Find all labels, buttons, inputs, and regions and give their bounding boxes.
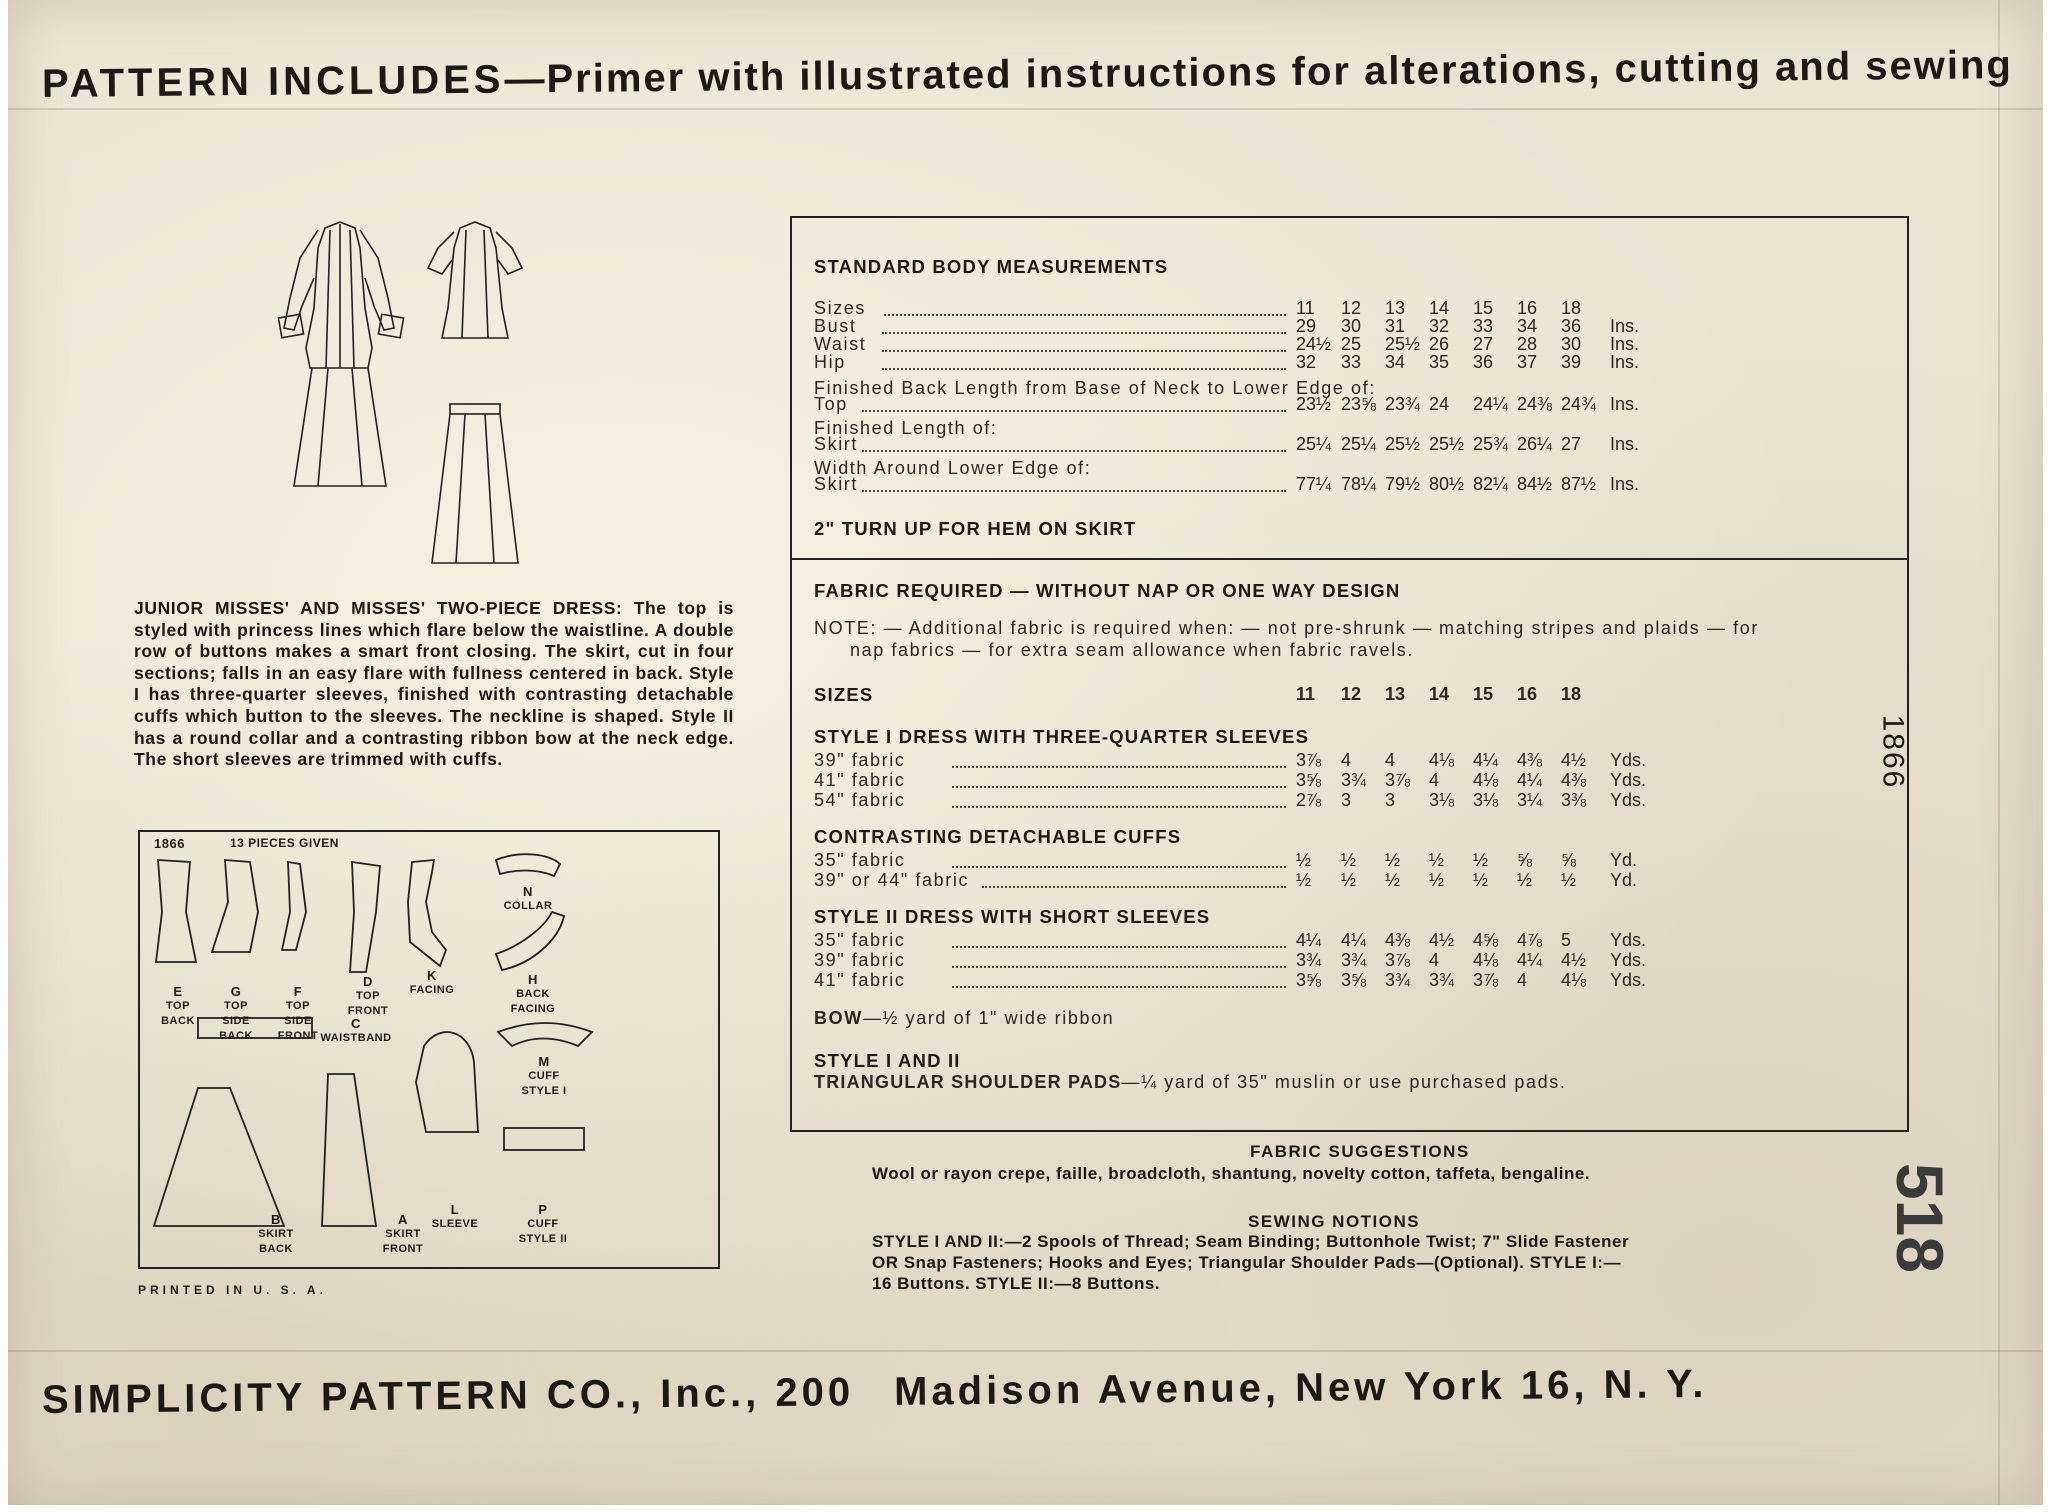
measurement-row-2-value: 25½ (1385, 334, 1421, 354)
footer-company: SIMPLICITY PATTERN CO., Inc., 200 (41, 1370, 855, 1422)
piece-shape-b (154, 1088, 284, 1226)
measurement-row-6-value: 78¼ (1341, 474, 1377, 494)
sizes-label: SIZES (814, 684, 874, 705)
style1-row-2-value: 3⅜ (1561, 790, 1587, 810)
measurement-row-1-value: 29 (1296, 316, 1317, 336)
measurement-row-4-value: 24 (1429, 394, 1450, 414)
measurement-row-2-unit: Ins. (1610, 334, 1640, 354)
measurement-row-5-value: 25¼ (1296, 434, 1332, 454)
style1-row-2-value: 3¼ (1517, 790, 1543, 810)
measurement-row-4-value: 24¼ (1473, 394, 1509, 414)
style1-row-2-value: 2⅞ (1296, 790, 1322, 810)
measurement-row-4-value: 24⅜ (1517, 394, 1553, 414)
style2-row-0-value: 4½ (1429, 930, 1455, 950)
measurement-row-6-value: 87½ (1561, 474, 1597, 494)
measurements-table (790, 216, 1909, 1132)
style2-row-1-value: 3⅞ (1385, 950, 1411, 970)
style1-row-0-leader (952, 766, 1286, 768)
measurement-row-6-unit: Ins. (1610, 474, 1640, 494)
measurement-row-5-unit: Ins. (1610, 434, 1640, 454)
bow-line (814, 1008, 1114, 1029)
measurement-row-2-value: 26 (1429, 334, 1450, 354)
style1-row-2-label: 54" fabric (814, 790, 906, 810)
measurement-row-6-value: 82¼ (1473, 474, 1509, 494)
measurement-row-1-value: 31 (1385, 316, 1406, 336)
style1-row-1-value: 3¾ (1341, 770, 1367, 790)
measurement-row-1-value: 34 (1517, 316, 1538, 336)
measurement-row-0-value: 13 (1385, 298, 1406, 318)
piece-n: N COLLAR (503, 884, 553, 912)
piece-shape-h (496, 912, 564, 970)
measurement-row-1-value: 30 (1341, 316, 1362, 336)
measurement-row-3-label: Hip (814, 352, 846, 372)
measurement-row-5-value: 27 (1561, 434, 1582, 454)
measurement-row-0-value: 18 (1561, 298, 1582, 318)
notions-line1: STYLE I AND II:—2 Spools of Thread; Seam Binding; Buttonhole Twist; 7" Slide Fastener (872, 1232, 1630, 1251)
measurement-row-0-leader (884, 314, 1286, 316)
footer-address: Madison Avenue, New York 16, N. Y. (893, 1362, 1708, 1414)
style2-row-1-value: 3¾ (1341, 950, 1367, 970)
style2-row-1-value: 4 (1429, 950, 1440, 970)
style1-row-0-value: 4½ (1561, 750, 1587, 770)
piece-shape-d (350, 862, 380, 972)
style1-row-2-value: 3 (1341, 790, 1352, 810)
style1-row-0-unit: Yds. (1610, 750, 1647, 770)
style1-row-0-value: 4⅜ (1517, 750, 1543, 770)
measurement-row-1-label: Bust (814, 316, 857, 336)
fabric-title: FABRIC REQUIRED — WITHOUT NAP OR ONE WAY DESIGN (814, 580, 1401, 601)
style1-row-2-unit: Yds. (1610, 790, 1647, 810)
measurement-row-3-value: 39 (1561, 352, 1582, 372)
piece-h: H BACK FACING (510, 972, 556, 1015)
style1-row-0-value: 4 (1341, 750, 1352, 770)
style2-row-2-value: 3⅝ (1296, 970, 1322, 990)
measurement-row-3-value: 32 (1296, 352, 1317, 372)
measurement-row-4-leader (862, 410, 1286, 412)
cuffs-row-0-value: ½ (1341, 850, 1357, 870)
piece-d: D TOP FRONT (347, 974, 389, 1017)
suggestions-title: FABRIC SUGGESTIONS (1250, 1142, 1470, 1161)
style1-row-2-value: 3⅛ (1429, 790, 1455, 810)
style2-row-0-leader (952, 946, 1286, 948)
measurements-title: STANDARD BODY MEASUREMENTS (814, 256, 1169, 277)
fabric-size-2: 13 (1385, 684, 1406, 704)
fabric-note-line1: NOTE: — Additional fabric is required when: — not pre-shrunk — matching stripes and plaids — for (814, 618, 1759, 638)
fabric-size-5: 16 (1517, 684, 1538, 704)
style1-row-2-value: 3 (1385, 790, 1396, 810)
suggestions-text: Wool or rayon crepe, faille, broadcloth, shantung, novelty cotton, taffeta, bengaline. (872, 1164, 1591, 1183)
style1-row-1-value: 4 (1429, 770, 1440, 790)
fabric-size-1: 12 (1341, 684, 1362, 704)
price-stamp: 518 (1883, 1162, 1958, 1274)
cuffs-row-1-value: ½ (1341, 870, 1357, 890)
style2-row-2-leader (952, 986, 1286, 988)
style2-row-0-unit: Yds. (1610, 930, 1647, 950)
style-two-illustration (428, 222, 522, 563)
measurement-row-5-value: 25¾ (1473, 434, 1509, 454)
header-label: PATTERN INCLUDES (41, 57, 505, 106)
notions-title: SEWING NOTIONS (1248, 1212, 1421, 1231)
fabric-size-0: 11 (1296, 684, 1316, 704)
measurement-row-5-value: 25½ (1429, 434, 1465, 454)
style-one-illustration (278, 222, 403, 486)
measurement-row-0-value: 11 (1296, 298, 1315, 318)
cuffs-row-1-unit: Yd. (1610, 870, 1638, 890)
notions-line2: OR Snap Fasteners; Hooks and Eyes; Triangular Shoulder Pads—(Optional). STYLE I:— (872, 1253, 1621, 1272)
style1-row-1-value: 3⅞ (1385, 770, 1411, 790)
style1-row-0-value: 4 (1385, 750, 1396, 770)
table-divider (792, 558, 1907, 560)
piece-shape-n (496, 854, 560, 876)
style1-row-2-value: 3⅛ (1473, 790, 1499, 810)
cuffs-row-0-value: ½ (1385, 850, 1401, 870)
measurement-row-2-label: Waist (814, 334, 867, 354)
piece-shape-m (498, 1023, 592, 1046)
style2-title: STYLE II DRESS WITH SHORT SLEEVES (814, 906, 1211, 927)
style2-row-1-value: 3¾ (1296, 950, 1322, 970)
style1-row-0-value: 4⅛ (1429, 750, 1455, 770)
style1-row-2-leader (952, 806, 1286, 808)
measurement-row-4-label: Top (814, 394, 848, 414)
style1-row-0-value: 4¼ (1473, 750, 1499, 770)
measurement-row-5-value: 26¼ (1517, 434, 1553, 454)
measurement-row-0-value: 14 (1429, 298, 1450, 318)
measurement-row-6-leader (862, 490, 1286, 492)
measurement-row-0-value: 15 (1473, 298, 1494, 318)
piece-shape-p (504, 1128, 584, 1150)
piece-b: B SKIRT BACK (258, 1212, 294, 1255)
measurement-row-4-value: 24¾ (1561, 394, 1597, 414)
style2-row-0-value: 4¼ (1296, 930, 1322, 950)
piece-e: E TOP BACK (161, 984, 195, 1027)
back-length-label: Finished Back Length from Base of Neck to Lower Edge of: (814, 378, 1376, 398)
fabric-size-6: 18 (1561, 684, 1582, 704)
style2-row-1-value: 4⅛ (1473, 950, 1499, 970)
pads-line (814, 1072, 1566, 1093)
style2-row-1-value: 4¼ (1517, 950, 1543, 970)
bow-text: —½ yard of 1" wide ribbon (862, 1008, 1115, 1028)
header-text: Primer with illustrated instructions for alterations, cutting and sewing (546, 43, 2014, 102)
piece-a: A SKIRT FRONT (382, 1212, 424, 1255)
measurement-row-2-value: 25 (1341, 334, 1362, 354)
measurement-row-1-value: 33 (1473, 316, 1494, 336)
style2-row-2-value: 3⅞ (1473, 970, 1499, 990)
measurement-row-6-value: 77¼ (1296, 474, 1332, 494)
cuffs-row-0-value: ½ (1296, 850, 1312, 870)
bow-label: BOW (814, 1008, 863, 1028)
piece-shape-k (408, 860, 446, 966)
measurement-row-6-value: 80½ (1429, 474, 1465, 494)
style1-row-1-value: 4⅜ (1561, 770, 1587, 790)
measurement-row-0-value: 16 (1517, 298, 1538, 318)
notions-line3: 16 Buttons. STYLE II:—8 Buttons. (872, 1274, 1161, 1293)
measurement-row-3-value: 34 (1385, 352, 1406, 372)
style2-row-0-value: 5 (1561, 930, 1572, 950)
style2-row-2-value: 3¾ (1429, 970, 1455, 990)
style1-row-1-value: 3⅝ (1296, 770, 1322, 790)
dress-illustrations (270, 218, 580, 568)
measurement-row-6-label: Skirt (814, 474, 858, 494)
cuffs-row-0-unit: Yd. (1610, 850, 1638, 870)
style1-row-1-unit: Yds. (1610, 770, 1647, 790)
measurement-row-1-value: 36 (1561, 316, 1582, 336)
cuffs-row-0-value: ½ (1473, 850, 1489, 870)
cuffs-row-1-leader (982, 886, 1286, 888)
header-dash: — (504, 57, 547, 102)
measurement-row-2-value: 24½ (1296, 334, 1332, 354)
measurement-row-5-label: Skirt (814, 434, 858, 454)
pads-label: TRIANGULAR SHOULDER PADS (814, 1072, 1122, 1092)
style2-row-1-value: 4½ (1561, 950, 1587, 970)
measurement-row-3-leader (882, 368, 1286, 370)
cuffs-title: CONTRASTING DETACHABLE CUFFS (814, 826, 1182, 847)
style2-row-0-value: 4⅝ (1473, 930, 1499, 950)
cuffs-row-0-value: ⅝ (1561, 850, 1577, 870)
finished-length-label: Finished Length of: (814, 418, 998, 438)
style2-row-2-value: 4⅛ (1561, 970, 1587, 990)
piece-k: K FACING (409, 968, 455, 996)
pads-line1: STYLE I AND II (814, 1050, 961, 1071)
style1-row-1-label: 41" fabric (814, 770, 906, 790)
measurement-row-5-leader (862, 450, 1286, 452)
cuffs-row-1-value: ½ (1473, 870, 1489, 890)
pieces-count: 13 PIECES GIVEN (230, 836, 339, 850)
piece-m: M CUFF STYLE I (521, 1054, 567, 1097)
piece-f: F TOP SIDE FRONT (277, 984, 319, 1042)
piece-l: L SLEEVE (431, 1202, 479, 1230)
side-pattern-number: 1866 (1876, 714, 1910, 790)
measurement-row-1-value: 32 (1429, 316, 1450, 336)
fold-crease-right (1998, 0, 2000, 1505)
pattern-pieces-box (138, 830, 720, 1269)
style2-row-1-leader (952, 966, 1286, 968)
measurement-row-4-value: 23⅝ (1341, 394, 1377, 414)
cuffs-row-0-value: ⅝ (1517, 850, 1533, 870)
style1-row-1-leader (952, 786, 1286, 788)
style2-row-2-value: 4 (1517, 970, 1528, 990)
measurement-row-4-value: 23½ (1296, 394, 1332, 414)
piece-shape-e (156, 860, 196, 962)
cuffs-row-1-value: ½ (1561, 870, 1577, 890)
cuffs-row-0-value: ½ (1429, 850, 1445, 870)
style2-row-2-label: 41" fabric (814, 970, 906, 990)
pads-text: —¼ yard of 35" muslin or use purchased pads. (1121, 1072, 1567, 1092)
piece-c: C WAISTBAND (320, 1016, 392, 1044)
piece-shape-f (282, 862, 306, 950)
measurement-row-5-value: 25¼ (1341, 434, 1377, 454)
fabric-note-line2: nap fabrics — for extra seam allowance when fabric ravels. (850, 640, 1415, 660)
style2-row-2-value: 3⅝ (1341, 970, 1367, 990)
measurement-row-3-unit: Ins. (1610, 352, 1640, 372)
measurement-row-3-value: 36 (1473, 352, 1494, 372)
style1-row-0-label: 39" fabric (814, 750, 906, 770)
measurement-row-0-value: 12 (1341, 298, 1362, 318)
measurement-row-4-value: 23¾ (1385, 394, 1421, 414)
piece-shape-l (416, 1032, 478, 1132)
measurement-row-1-leader (882, 332, 1286, 334)
piece-shape-g (212, 860, 258, 952)
measurement-row-3-value: 35 (1429, 352, 1450, 372)
cuffs-row-1-value: ½ (1429, 870, 1445, 890)
style1-row-0-value: 3⅞ (1296, 750, 1322, 770)
style2-row-0-value: 4⅜ (1385, 930, 1411, 950)
style2-row-2-value: 3¾ (1385, 970, 1411, 990)
cuffs-row-0-label: 35" fabric (814, 850, 906, 870)
fabric-size-3: 14 (1429, 684, 1450, 704)
pieces-number: 1866 (154, 836, 185, 851)
piece-g: G TOP SIDE BACK (219, 984, 253, 1042)
measurement-row-4-unit: Ins. (1610, 394, 1640, 414)
measurement-row-6-value: 79½ (1385, 474, 1421, 494)
measurement-row-2-value: 28 (1517, 334, 1538, 354)
fold-crease-top (8, 108, 2043, 110)
style2-row-1-label: 39" fabric (814, 950, 906, 970)
fabric-size-4: 15 (1473, 684, 1494, 704)
dress-description: JUNIOR MISSES' AND MISSES' TWO-PIECE DRESS: The top is styled with princess lines which flare below the waistline. A double row of buttons makes a smart front closing. The skirt, cut in four sections; falls in an easy flare with fullness centered in back. Style I has three-quarter sleeves, finished with contrasting detachable cuffs which button to the sleeves. The neckline is shaped. Style II has a round collar and a contrasting ribbon bow at the neck edge. The short sleeves are trimmed with cuffs. (134, 598, 734, 770)
measurement-row-2-value: 30 (1561, 334, 1582, 354)
measurement-row-0-label: Sizes (814, 298, 867, 318)
cuffs-row-1-label: 39" or 44" fabric (814, 870, 970, 890)
style1-row-1-value: 4⅛ (1473, 770, 1499, 790)
piece-p: P CUFF STYLE II (518, 1202, 568, 1245)
style2-row-0-label: 35" fabric (814, 930, 906, 950)
measurement-row-6-value: 84½ (1517, 474, 1553, 494)
measurement-row-3-value: 33 (1341, 352, 1362, 372)
style2-row-2-unit: Yds. (1610, 970, 1647, 990)
width-label: Width Around Lower Edge of: (814, 458, 1092, 478)
style2-row-0-value: 4⅞ (1517, 930, 1543, 950)
style1-row-1-value: 4¼ (1517, 770, 1543, 790)
fold-crease-bottom (8, 1350, 2043, 1352)
measurement-row-3-value: 37 (1517, 352, 1538, 372)
cuffs-row-1-value: ½ (1517, 870, 1533, 890)
measurement-row-2-value: 27 (1473, 334, 1494, 354)
piece-shape-a (322, 1074, 376, 1226)
printed-in-usa: PRINTED IN U. S. A. (138, 1283, 327, 1297)
style1-title: STYLE I DRESS WITH THREE-QUARTER SLEEVES (814, 726, 1310, 747)
pieces-shapes (140, 832, 718, 1267)
style2-row-0-value: 4¼ (1341, 930, 1367, 950)
measurement-row-1-unit: Ins. (1610, 316, 1640, 336)
measurement-row-5-value: 25½ (1385, 434, 1421, 454)
hem-note: 2" TURN UP FOR HEM ON SKIRT (814, 518, 1137, 539)
cuffs-row-1-value: ½ (1296, 870, 1312, 890)
measurement-row-2-leader (882, 350, 1286, 352)
cuffs-row-1-value: ½ (1385, 870, 1401, 890)
style2-row-1-unit: Yds. (1610, 950, 1647, 970)
cuffs-row-0-leader (952, 866, 1286, 868)
